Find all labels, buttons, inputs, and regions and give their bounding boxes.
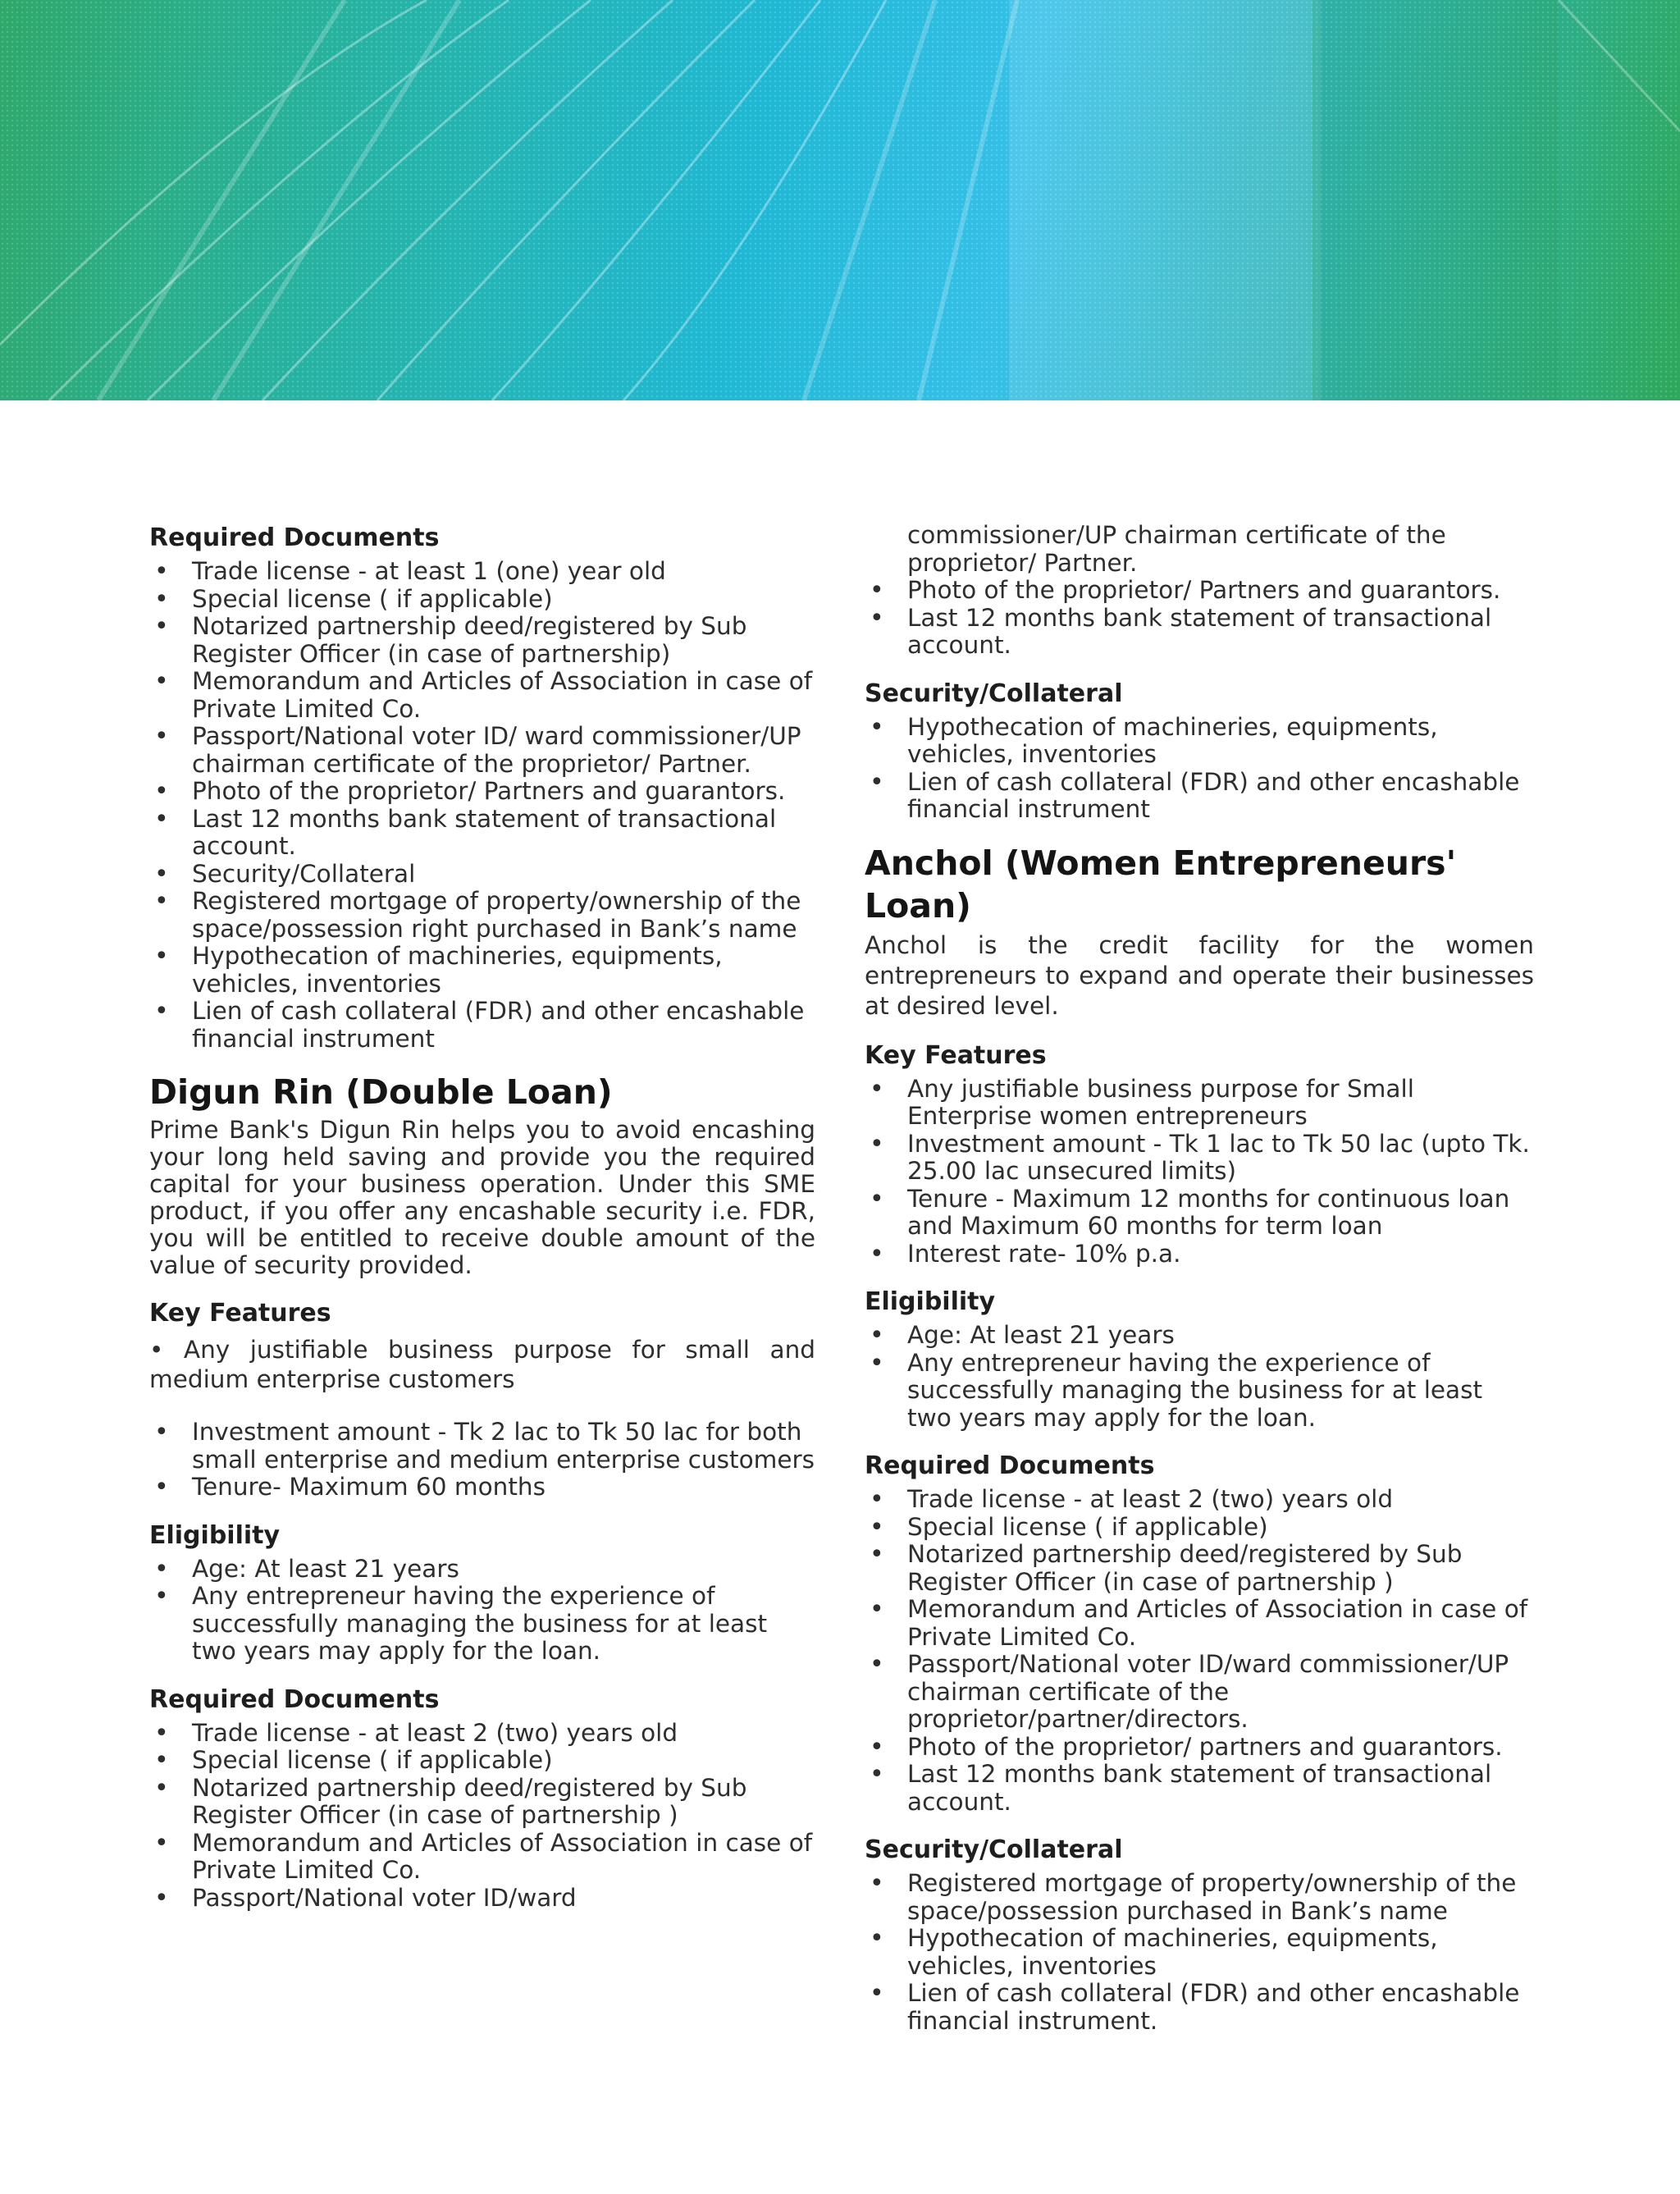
- section-heading: Security/Collateral: [865, 1835, 1123, 1864]
- bullet-list: [865, 1076, 1534, 1268]
- list-item: • Registered mortgage of property/ownership of the space/possession right purchased in Bank’s name: [149, 888, 815, 943]
- list-item: • Last 12 months bank statement of transactional account.: [865, 605, 1534, 660]
- bullet-list: [865, 522, 1534, 660]
- bullet-list: [865, 1322, 1534, 1432]
- section-heading: Eligibility: [865, 1287, 996, 1316]
- required-documents-section: [149, 1684, 815, 1913]
- eligibility-section: [865, 1286, 1534, 1432]
- list-item: • Notarized partnership deed/registered by Sub Register Officer (in case of partnership): [149, 613, 815, 668]
- list-item: • Any entrepreneur having the experience of successfully managing the business for at least two years may apply for the loan.: [865, 1350, 1534, 1433]
- section-heading: Key Features: [149, 1299, 331, 1328]
- list-item: • Memorandum and Articles of Association in case of Private Limited Co.: [865, 1596, 1534, 1651]
- right-column: [865, 522, 1534, 2053]
- list-item: • Any justifiable business purpose for small and medium enterprise customers: [149, 1336, 815, 1393]
- bullet-list: [149, 1419, 815, 1502]
- list-item: • Special license ( if applicable): [149, 586, 815, 614]
- list-item: • Age: At least 21 years: [865, 1322, 1534, 1350]
- bullet-list: [865, 714, 1534, 824]
- left-column: [149, 522, 815, 1930]
- list-item: • Trade license - at least 1 (one) year old: [149, 558, 815, 586]
- list-item: • Special license ( if applicable): [865, 1514, 1534, 1542]
- list-item: • Tenure- Maximum 60 months: [149, 1474, 815, 1502]
- bullet-list: [149, 1720, 815, 1913]
- list-item: • Tenure - Maximum 12 months for continuous loan and Maximum 60 months for term loan: [865, 1186, 1534, 1241]
- list-item: • Last 12 months bank statement of transactional account.: [149, 806, 815, 861]
- section-heading: Security/Collateral: [865, 679, 1123, 708]
- list-item: • Memorandum and Articles of Association in case of Private Limited Co.: [149, 1830, 815, 1885]
- list-item: • Passport/National voter ID/ward commissioner/UP chairman certificate of the proprietor/partner/directors.: [865, 1651, 1534, 1734]
- bullet-list: [149, 558, 815, 1053]
- list-item: • Last 12 months bank statement of transactional account.: [865, 1761, 1534, 1816]
- bullet-list: [865, 1486, 1534, 1816]
- list-item: • Lien of cash collateral (FDR) and other encashable financial instrument: [865, 769, 1534, 824]
- list-item: • Lien of cash collateral (FDR) and other encashable financial instrument: [149, 998, 815, 1053]
- list-item: • Passport/National voter ID/ ward commissioner/UP chairman certificate of the proprietor/ Partner.: [149, 723, 815, 778]
- digun-rin-section: [149, 1071, 815, 1279]
- required-documents-continued: [865, 522, 1534, 660]
- product-title: Anchol (Women Entrepreneurs' Loan): [865, 843, 1457, 926]
- list-item: • Security/Collateral: [149, 861, 815, 889]
- section-heading: Required Documents: [149, 523, 440, 552]
- security-collateral-section: [865, 1834, 1534, 2035]
- list-item: • Notarized partnership deed/registered by Sub Register Officer (in case of partnership ): [149, 1775, 815, 1830]
- bullet-list: [149, 1556, 815, 1666]
- section-heading: Required Documents: [149, 1684, 440, 1714]
- list-item: • Any entrepreneur having the experience of successfully managing the business for at least two years may apply for the loan.: [149, 1583, 815, 1666]
- section-heading: Key Features: [865, 1040, 1047, 1070]
- list-item: • Trade license - at least 2 (two) years old: [865, 1486, 1534, 1514]
- list-item: • Any justifiable business purpose for Small Enterprise women entrepreneurs: [865, 1076, 1534, 1131]
- product-intro: Anchol is the credit facility for the women entrepreneurs to expand and operate their businesses at desired level.: [865, 930, 1534, 1020]
- list-item: • Registered mortgage of property/ownership of the space/possession purchased in Bank’s name: [865, 1870, 1534, 1925]
- list-item: • Trade license - at least 2 (two) years old: [149, 1720, 815, 1748]
- required-documents-section: [149, 522, 815, 1053]
- bullet-list: [865, 1870, 1534, 2035]
- key-features-section: [149, 1297, 815, 1502]
- eligibility-section: [149, 1520, 815, 1666]
- list-item: • Hypothecation of machineries, equipments, vehicles, inventories: [149, 943, 815, 998]
- list-item: • Investment amount - Tk 1 lac to Tk 50 lac (upto Tk. 25.00 lac unsecured limits): [865, 1131, 1534, 1186]
- list-item: • Photo of the proprietor/ Partners and guarantors.: [149, 778, 815, 806]
- list-item: • Hypothecation of machineries, equipments, vehicles, inventories: [865, 1925, 1534, 1980]
- list-item: • Investment amount - Tk 2 lac to Tk 50 lac for both small enterprise and medium enterprise customers: [149, 1419, 815, 1474]
- product-intro: Prime Bank's Digun Rin helps you to avoid encashing your long held saving and provide you the required capital for your business operation. Under this SME product, if you offer any encashable security i.e. FDR, you will be entitled to receive double amount of the value of security provided.: [149, 1116, 815, 1279]
- list-item: • Hypothecation of machineries, equipments, vehicles, inventories: [865, 714, 1534, 769]
- list-item: • Interest rate- 10% p.a.: [865, 1241, 1534, 1268]
- list-item: • Passport/National voter ID/ward: [149, 1885, 815, 1913]
- list-item: • Photo of the proprietor/ partners and guarantors.: [865, 1734, 1534, 1762]
- list-item: • Lien of cash collateral (FDR) and other encashable financial instrument.: [865, 1980, 1534, 2035]
- list-item: • Photo of the proprietor/ Partners and guarantors.: [865, 577, 1534, 605]
- required-documents-section: [865, 1450, 1534, 1816]
- list-item: • Age: At least 21 years: [149, 1556, 815, 1584]
- header-banner: [0, 0, 1680, 400]
- list-item: • Memorandum and Articles of Association in case of Private Limited Co.: [149, 668, 815, 723]
- list-item: • Notarized partnership deed/registered by Sub Register Officer (in case of partnership ): [865, 1541, 1534, 1596]
- product-title: Digun Rin (Double Loan): [149, 1072, 613, 1112]
- section-heading: Required Documents: [865, 1451, 1155, 1480]
- list-item: • Special license ( if applicable): [149, 1747, 815, 1775]
- security-collateral-section: [865, 678, 1534, 824]
- key-features-section: [865, 1040, 1534, 1268]
- anchol-section: [865, 842, 1534, 1022]
- list-item-continuation: commissioner/UP chairman certificate of the proprietor/ Partner.: [907, 521, 1446, 577]
- section-heading: Eligibility: [149, 1520, 281, 1550]
